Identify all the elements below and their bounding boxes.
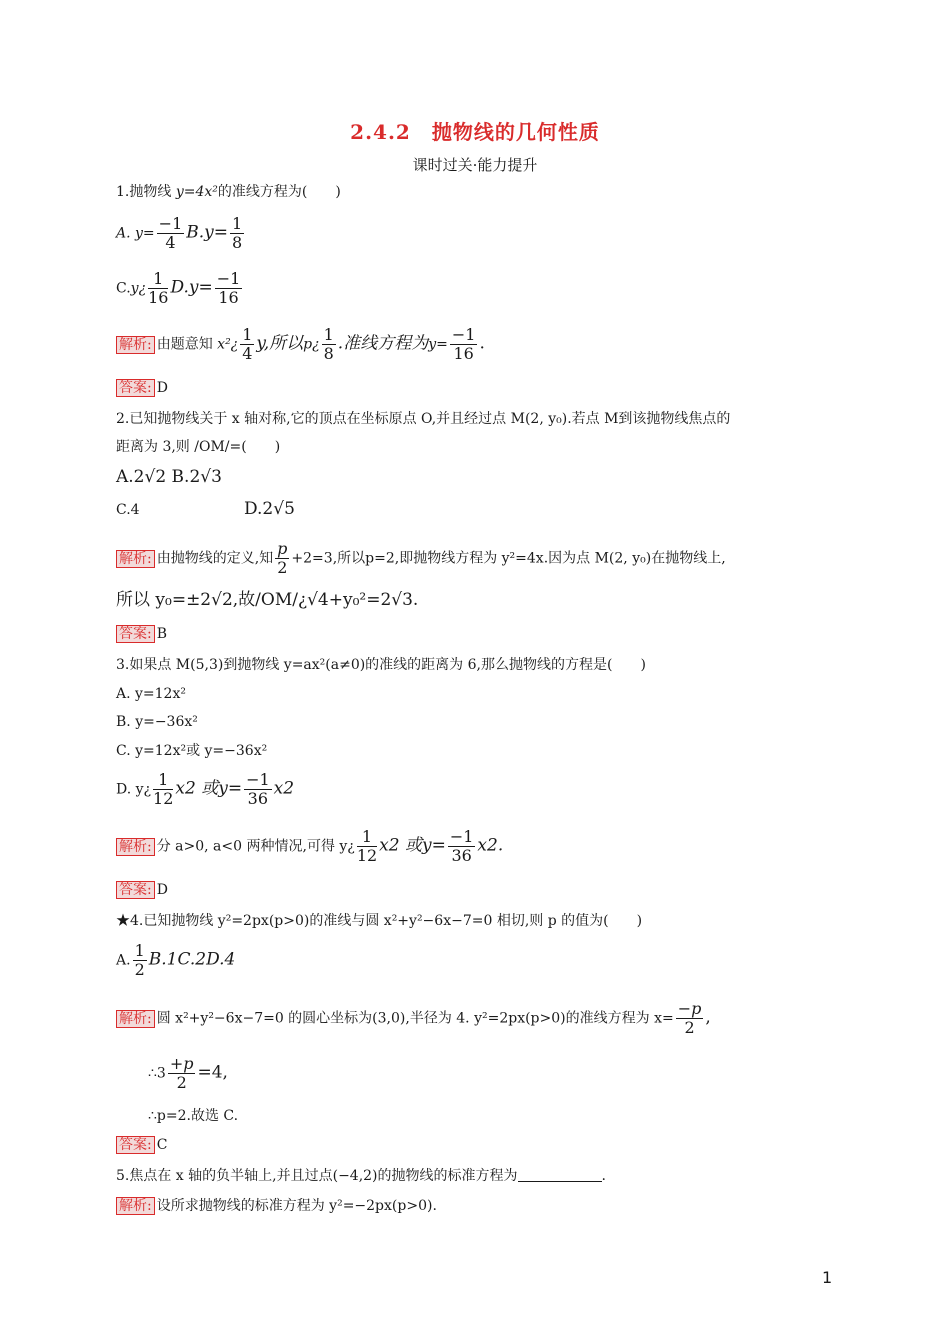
analysis-label: 解析: [116, 336, 155, 354]
analysis-label: 解析: [116, 550, 155, 568]
q2-analysis-line2: 所以 y₀=±2√2,故/OM/¿√4+y₀²=2√3. [116, 590, 419, 610]
q5-stem: 5.焦点在 x 轴的负半轴上,并且过点(−4,2)的抛物线的标准方程为 . [116, 1168, 606, 1184]
q3-analysis: 解析: 分 a>0, a<0 两种情况,可得 y¿ $\frac{1}{12}$ x2 或y= $\frac{-1}{36}$ x2. [116, 828, 503, 865]
q3-option-b: B. y=−36x² [116, 714, 198, 730]
answer-label: 答案: [116, 881, 155, 899]
q2-option-d: D.2√5 [244, 499, 295, 519]
analysis-label: 解析: [116, 1010, 155, 1028]
q5-analysis: 解析: 设所求抛物线的标准方程为 y²=−2px(p>0). [116, 1196, 437, 1216]
fraction: $\frac{1}{8}$ [232, 214, 243, 252]
fraction: $\frac{p}{2}$ [277, 539, 288, 577]
q3-stem: 3.如果点 M(5,3)到抛物线 y=ax²(a≠0)的准线的距离为 6,那么抛物线的方程是( ) [116, 657, 646, 673]
q4-options: A. $\frac{1}{2}$ B.1C.2D.4 [116, 941, 236, 979]
analysis-label: 解析: [116, 838, 155, 856]
fraction: $\frac{-1}{16}$ [216, 269, 241, 307]
fraction: $\frac{1}{8}$ [323, 325, 334, 363]
q3-answer: 答案: D [116, 880, 168, 900]
page-number: 1 [822, 1268, 833, 1287]
fraction: $\frac{1}{16}$ [148, 269, 169, 307]
answer-label: 答案: [116, 625, 155, 643]
fraction: $\frac{-1}{36}$ [449, 827, 474, 865]
q2-analysis-line1: 解析: 由抛物线的定义,知 $\frac{p}{2}$ +2=3,所以p=2,即抛物线方程为 y²=4x.因为点 M(2, y₀)在抛物线上, [116, 540, 726, 577]
q4-answer: 答案: C [116, 1135, 167, 1155]
fraction: $\frac{-1}{4}$ [158, 214, 183, 252]
q4-step1: ∴3 $\frac{+p}{2}$ =4, [148, 1054, 228, 1092]
answer-label: 答案: [116, 1136, 155, 1154]
fraction: $\frac{-p}{2}$ [677, 999, 702, 1037]
q2-stem-line1: 2.已知抛物线关于 x 轴对称,它的顶点在坐标原点 O,并且经过点 M(2, y₀).若点 M到该抛物线焦点的 [116, 411, 731, 427]
q4-stem: ★4.已知抛物线 y²=2px(p>0)的准线与圆 x²+y²−6x−7=0 相切,则 p 的值为( ) [116, 913, 643, 929]
q2-answer: 答案: B [116, 624, 167, 644]
q4-analysis: 解析: 圆 x²+y²−6x−7=0 的圆心坐标为(3,0),半径为 4. y²=2px(p>0)的准线方程为 x= $\frac{-p}{2}$ , [116, 1000, 711, 1037]
answer-label: 答案: [116, 379, 155, 397]
q2-options-ab: A.2√2 B.2√3 [116, 467, 222, 487]
page-subtitle: 课时过关·能力提升 [412, 156, 538, 174]
q1-stem: 1.抛物线 y=4x²的准线方程为( ) [116, 184, 341, 200]
fraction: $\frac{1}{12}$ [356, 827, 378, 865]
fraction: $\frac{+p}{2}$ [169, 1054, 194, 1092]
q2-stem-line2: 距离为 3,则 /OM/=( ) [116, 439, 281, 455]
q1-answer: 答案: D [116, 378, 168, 398]
q3-option-c: C. y=12x²或 y=−36x² [116, 743, 268, 759]
fraction: $\frac{1}{12}$ [153, 770, 174, 808]
fraction: $\frac{-1}{16}$ [451, 325, 476, 363]
fraction: $\frac{1}{2}$ [134, 941, 145, 979]
analysis-label: 解析: [116, 1197, 155, 1215]
q4-step2: ∴p=2.故选 C. [148, 1108, 239, 1124]
q1-options-cd: C.y¿ $\frac{1}{16}$ D.y= $\frac{-1}{16}$ [116, 269, 241, 307]
page-title: 2.4.2 抛物线的几何性质 [350, 120, 600, 144]
answer-blank [518, 1167, 602, 1182]
fraction: $\frac{-1}{36}$ [246, 770, 270, 808]
q3-option-a: A. y=12x² [116, 686, 186, 702]
q1-analysis: 解析: 由题意知 x²¿ $\frac{1}{4}$ y,所以p¿ $\frac{1}{8}$ .准线方程为y= $\frac{-1}{16}$ . [116, 326, 485, 363]
fraction: $\frac{1}{4}$ [242, 325, 253, 363]
q2-option-c: C.4 [116, 502, 140, 518]
q3-option-d: D. y¿ $\frac{1}{12}$ x2 或y= $\frac{-1}{36}$ x2 [116, 770, 295, 808]
q1-options-ab: A. y= $\frac{-1}{4}$ B.y= $\frac{1}{8}$ [116, 214, 243, 252]
